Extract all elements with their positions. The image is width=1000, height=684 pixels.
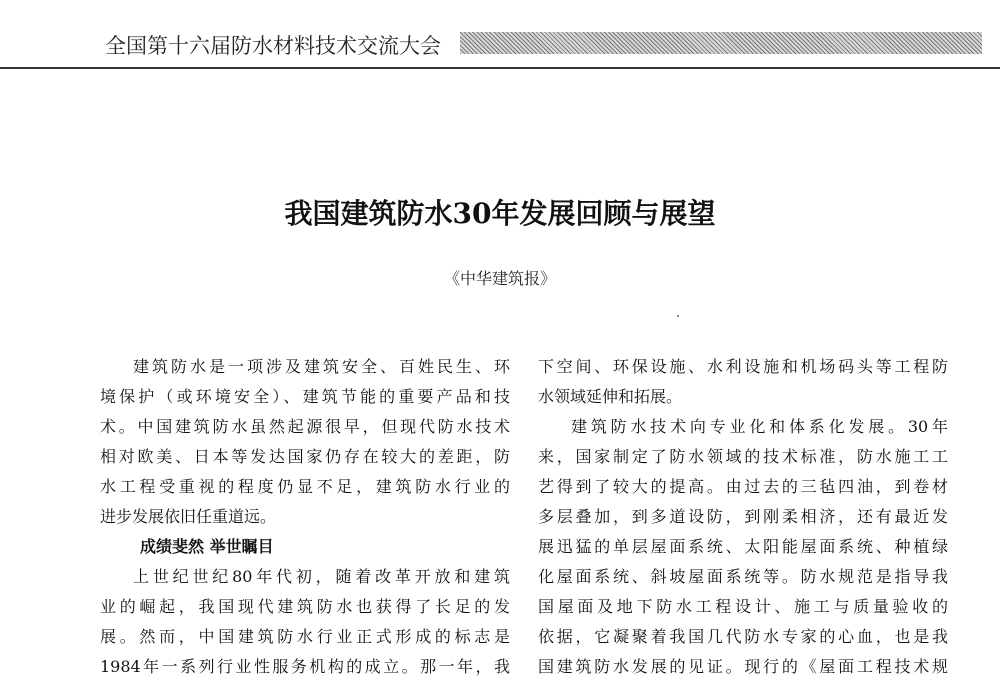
paragraph-line: 国屋面及地下防水工程设计、施工与质量验收的	[538, 597, 948, 616]
paragraph-line: 进步发展依旧任重道远。	[100, 507, 277, 526]
header-rule	[0, 67, 1000, 69]
section-heading: 成绩斐然 举世瞩目	[140, 537, 274, 556]
paragraph-line: 展。然而，中国建筑防水行业正式形成的标志是	[100, 627, 510, 646]
right-column	[538, 352, 948, 682]
paragraph-line: 水工程受重视的程度仍显不足，建筑防水行业的	[100, 477, 510, 496]
paragraph-line: 境保护（或环境安全）、建筑节能的重要产品和技	[100, 387, 510, 406]
paragraph-line: 依据，它凝聚着我国几代防水专家的心血，也是我	[538, 627, 948, 646]
paragraph-line: 1984年一系列行业性服务机构的成立。那一年，我	[100, 657, 510, 676]
scan-speck	[677, 315, 679, 317]
paragraph-line: 业的崛起，我国现代建筑防水也获得了长足的发	[100, 597, 510, 616]
paragraph-line: 化屋面系统、斜坡屋面系统等。防水规范是指导我	[538, 567, 948, 586]
paragraph-line: 水领域延伸和拓展。	[538, 387, 683, 406]
paragraph-line: 来，国家制定了防水领域的技术标准，防水施工工	[538, 447, 948, 466]
paragraph-line: 术。中国建筑防水虽然起源很早，但现代防水技术	[100, 417, 510, 436]
paragraph-line: 上世纪世纪80年代初，随着改革开放和建筑	[133, 567, 510, 586]
paragraph-line: 国建筑防水发展的见证。现行的《屋面工程技术规	[538, 657, 948, 676]
paragraph-line: 下空间、环保设施、水利设施和机场码头等工程防	[538, 357, 948, 376]
article-title: 我国建筑防水30年发展回顾与展望	[284, 197, 716, 230]
paragraph-line: 艺得到了较大的提高。由过去的三毡四油，到卷材	[538, 477, 948, 496]
paragraph-line: 多层叠加，到多道设防，到刚柔相济，还有最近发	[538, 507, 948, 526]
conference-header: 全国第十六届防水材料技术交流大会	[105, 34, 441, 58]
paragraph-line: 相对欧美、日本等发达国家仍存在较大的差距，防	[100, 447, 510, 466]
paragraph-line: 展迅猛的单层屋面系统、太阳能屋面系统、种植绿	[538, 537, 948, 556]
article-source: 《中华建筑报》	[443, 269, 556, 288]
paragraph-line: 建筑防水是一项涉及建筑安全、百姓民生、环	[133, 357, 510, 376]
left-column	[100, 352, 510, 682]
header-hatched-bar	[460, 32, 982, 54]
paragraph-line: 建筑防水技术向专业化和体系化发展。30年	[571, 417, 948, 436]
